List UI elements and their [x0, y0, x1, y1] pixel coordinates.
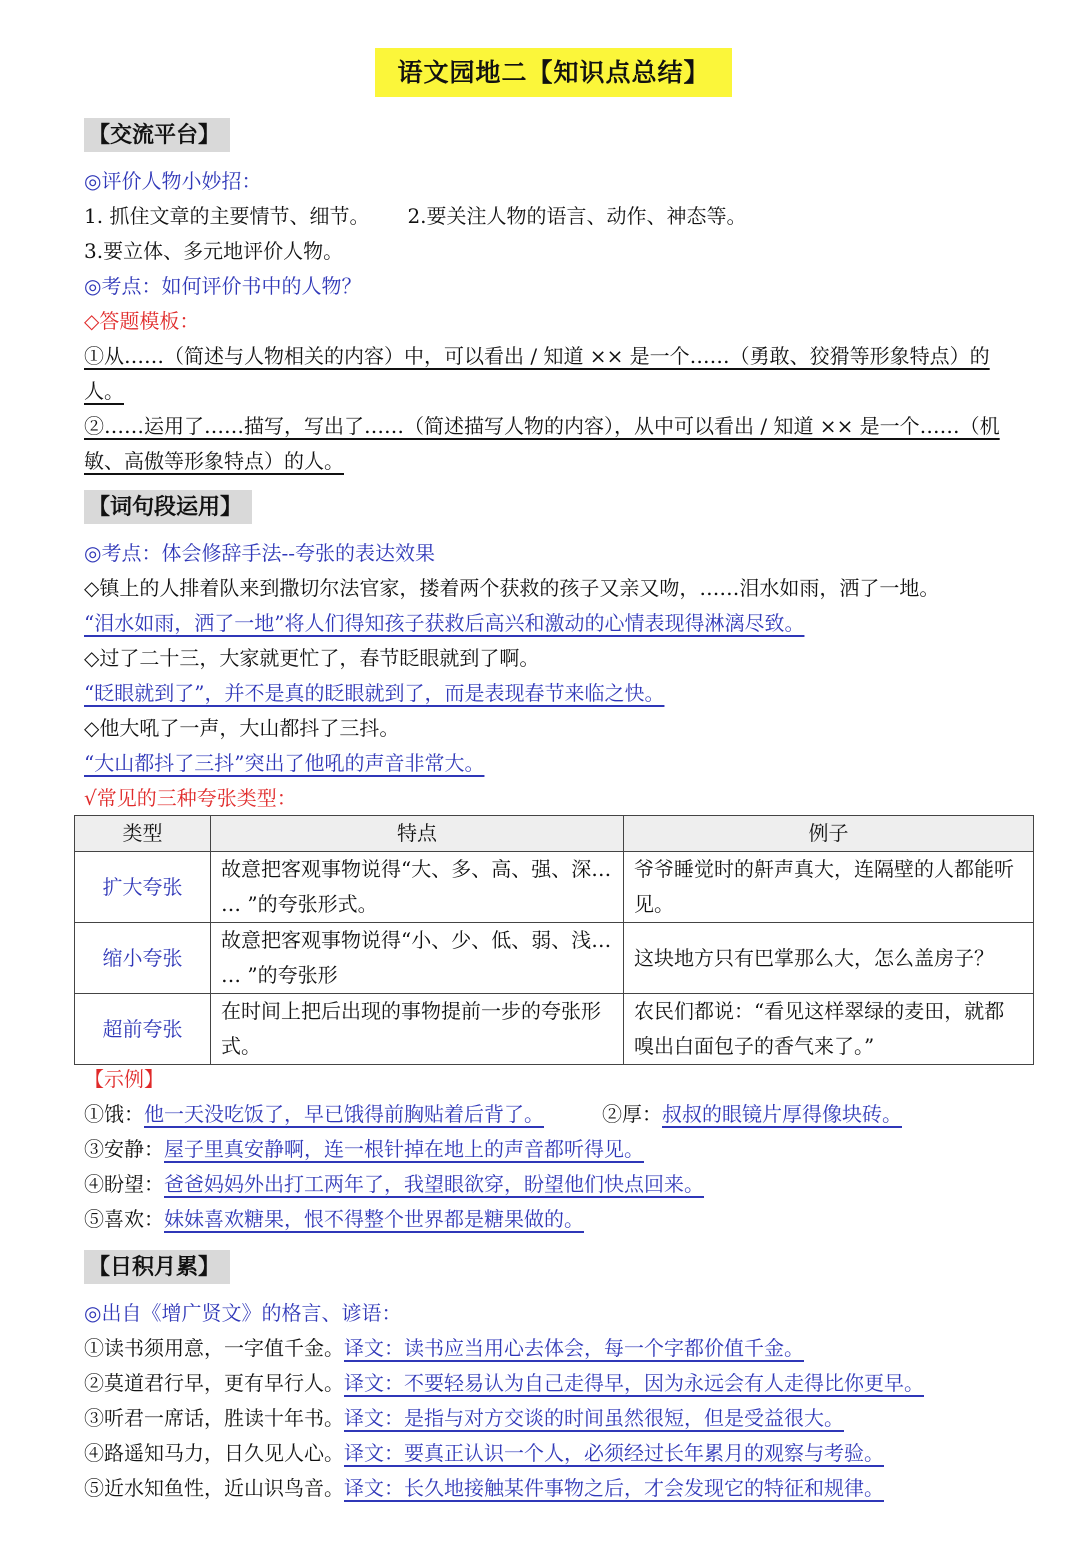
section-header: 【日积月累】 — [84, 1250, 230, 1284]
section-word-sentence — [84, 490, 1034, 816]
shili-text: 他一天没吃饭了，早已饿得前胸贴着后背了。 — [144, 1102, 544, 1126]
table-header-row — [75, 816, 1034, 852]
shili-line — [84, 1202, 1034, 1237]
tip-2: 2.要关注人物的语言、动作、神态等。 — [407, 204, 747, 228]
translation: 译文：长久地接触某件事物之后，才会发现它的特征和规律。 — [344, 1476, 884, 1500]
saying: ①读书须用意，一字值千金。 — [84, 1336, 344, 1360]
saying-line — [84, 1471, 1034, 1506]
cell-type: 超前夸张 — [75, 994, 211, 1065]
cell-feature: 故意把客观事物说得“大、多、高、强、深… … ”的夸张形式。 — [211, 852, 624, 923]
saying: ④路遥知马力，日久见人心。 — [84, 1441, 344, 1465]
translation: 译文：不要轻易认为自己走得早，因为永远会有人走得比你更早。 — [344, 1371, 924, 1395]
table-row — [75, 852, 1034, 923]
shili-word: ①饿： — [84, 1102, 144, 1126]
col-example: 例子 — [624, 816, 1034, 852]
saying-line — [84, 1331, 1034, 1366]
tips-line — [84, 199, 1034, 234]
cell-type: 扩大夸张 — [75, 852, 211, 923]
shili-word: ②厚： — [602, 1102, 662, 1126]
example-sentence: ◇他大吼了一声，大山都抖了三抖。 — [84, 716, 400, 740]
shili-word: ④盼望： — [84, 1172, 164, 1196]
section-header: 【词句段运用】 — [84, 490, 252, 524]
types-title: √常见的三种夸张类型： — [84, 786, 297, 810]
saying-line — [84, 1436, 1034, 1471]
shili-text: 叔叔的眼镜片厚得像块砖。 — [662, 1102, 902, 1126]
saying: ⑤近水知鱼性，近山识鸟音。 — [84, 1476, 344, 1500]
cell-type: 缩小夸张 — [75, 923, 211, 994]
col-feature: 特点 — [211, 816, 624, 852]
page-title: 语文园地二【知识点总结】 — [375, 48, 732, 97]
example-analysis: “泪水如雨，洒了一地”将人们得知孩子获救后高兴和激动的心情表现得淋漓尽致。 — [84, 611, 805, 635]
section-daily-accumulation — [84, 1250, 1034, 1506]
section-exchange-platform — [84, 118, 1034, 479]
shili-text: 屋子里真安静啊，连一根针掉在地上的声音都听得见。 — [164, 1137, 644, 1161]
shili-title: 【示例】 — [84, 1067, 164, 1091]
shili-word: ⑤喜欢： — [84, 1207, 164, 1231]
saying-line — [84, 1401, 1034, 1436]
translation: 译文：是指与对方交谈的时间虽然很短，但是受益很大。 — [344, 1406, 844, 1430]
example-analysis: “大山都抖了三抖”突出了他吼的声音非常大。 — [84, 751, 485, 775]
tip-1: 1. 抓住文章的主要情节、细节。 — [84, 204, 370, 228]
table-row — [75, 923, 1034, 994]
template-1: ①从……（简述与人物相关的内容）中，可以看出 / 知道 ×× 是一个……（勇敢、狡猾等形象特点）的人。 — [84, 344, 990, 403]
saying-line — [84, 1366, 1034, 1401]
saying: ②莫道君行早，更有早行人。 — [84, 1371, 344, 1395]
section-header: 【交流平台】 — [84, 118, 230, 152]
cell-example: 这块地方只有巴掌那么大，怎么盖房子？ — [624, 923, 1034, 994]
cell-example: 爷爷睡觉时的鼾声真大，连隔壁的人都能听见。 — [624, 852, 1034, 923]
shili-text: 妹妹喜欢糖果，恨不得整个世界都是糖果做的。 — [164, 1207, 584, 1231]
hyperbole-types-table — [74, 815, 1034, 1065]
template-2: ②……运用了……描写，写出了……（简述描写人物的内容），从中可以看出 / 知道 ×× 是一个……（机敏、高傲等形象特点）的人。 — [84, 414, 1000, 473]
kaodian: ◎考点：如何评价书中的人物？ — [84, 274, 362, 298]
cell-feature: 在时间上把后出现的事物提前一步的夸张形式。 — [211, 994, 624, 1065]
shili-word: ③安静： — [84, 1137, 164, 1161]
example-sentence: ◇过了二十三，大家就更忙了，春节眨眼就到了啊。 — [84, 646, 540, 670]
translation: 译文：要真正认识一个人，必须经过长年累月的观察与考验。 — [344, 1441, 884, 1465]
kaodian: ◎考点：体会修辞手法--夸张的表达效果 — [84, 541, 435, 565]
cell-feature: 故意把客观事物说得“小、少、低、弱、浅… … ”的夸张形 — [211, 923, 624, 994]
shili-line — [84, 1167, 1034, 1202]
examples-block — [84, 1062, 1034, 1237]
col-type: 类型 — [75, 816, 211, 852]
cell-example: 农民们都说：“看见这样翠绿的麦田，就都嗅出白面包子的香气来了。” — [624, 994, 1034, 1065]
shili-line — [84, 1097, 1034, 1132]
shili-line — [84, 1132, 1034, 1167]
tip-3: 3.要立体、多元地评价人物。 — [84, 239, 344, 263]
saying: ③听君一席话，胜读十年书。 — [84, 1406, 344, 1430]
table-row — [75, 994, 1034, 1065]
template-title: ◇答题模板： — [84, 309, 200, 333]
subtitle: ◎出自《增广贤文》的格言、谚语： — [84, 1301, 402, 1325]
tips-title: ◎评价人物小妙招： — [84, 169, 262, 193]
translation: 译文：读书应当用心去体会，每一个字都价值千金。 — [344, 1336, 804, 1360]
example-analysis: “眨眼就到了”，并不是真的眨眼就到了，而是表现春节来临之快。 — [84, 681, 665, 705]
example-sentence: ◇镇上的人排着队来到撒切尔法官家，搂着两个获救的孩子又亲又吻，……泪水如雨，洒了一地。 — [84, 576, 940, 600]
shili-text: 爸爸妈妈外出打工两年了，我望眼欲穿，盼望他们快点回来。 — [164, 1172, 704, 1196]
